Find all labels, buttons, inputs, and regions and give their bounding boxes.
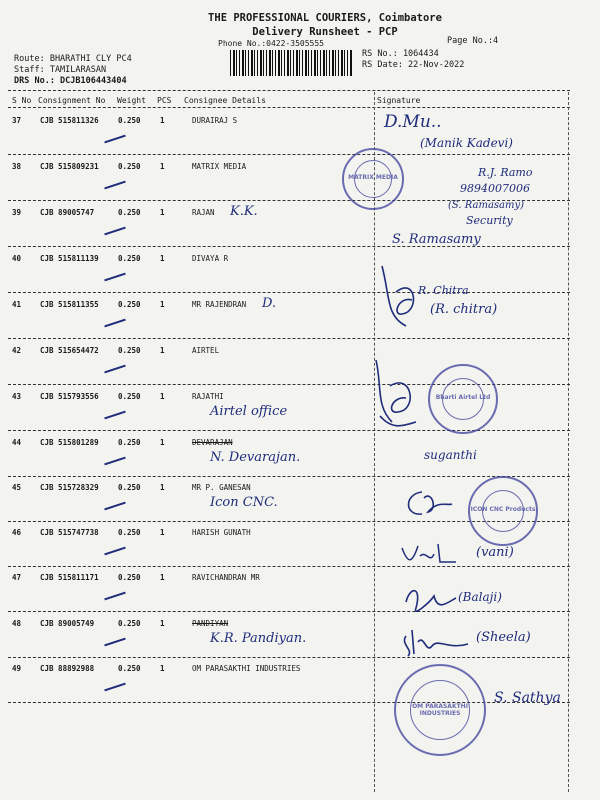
row-consignee: RAJATHI [192,392,224,401]
row-pcs: 1 [160,528,165,537]
row-weight: 0.250 [118,664,141,673]
signature-37-scrawl: D.Mu.. [384,112,442,132]
row-tick-mark [104,411,126,420]
signature-46-scribble [400,540,480,570]
row-sno: 48 [12,619,22,628]
col-pcs: PCS [157,96,172,105]
row-weight: 0.250 [118,254,141,263]
col-consignment: Consignment No [38,96,106,105]
row-tick-mark [104,502,126,511]
signature-42-43-scribble [372,356,432,436]
row-handwritten-note: N. Devarajan. [210,450,301,465]
col-consignee: Consignee Details [184,96,266,105]
row-pcs: 1 [160,438,165,447]
signature-38-phone: 9894007006 [460,182,530,195]
row-handwritten-note: K.R. Pandiyan. [210,631,307,646]
signature-41-scrawl: R. Chitra [418,284,469,297]
row-separator [8,476,570,477]
row-consignment-no: CJB 88892988 [40,664,95,673]
row-tick-mark [104,365,126,374]
row-tick-mark [104,319,126,328]
row-consignment-no: CJB 515747738 [40,528,99,537]
row-sno: 42 [12,346,22,355]
row-weight: 0.250 [118,392,141,401]
row-consignment-no: CJB 515728329 [40,483,99,492]
row-consignee: DURAIRAJ S [192,116,238,125]
row-pcs: 1 [160,116,165,125]
row-consignee: DEVARAJAN [192,438,233,447]
row-sno: 44 [12,438,22,447]
row-tick-mark [104,592,126,601]
airtel-stamp: Bharti Airtel Ltd [428,364,498,434]
row-weight: 0.250 [118,483,141,492]
row-sno: 47 [12,573,22,582]
row-sno: 49 [12,664,22,673]
staff: Staff: TAMILARASAN [14,65,107,75]
row-sno: 40 [12,254,22,263]
row-weight: 0.250 [118,300,141,309]
signature-40-41-scribble [376,256,436,336]
header-rule-bottom [8,107,570,108]
row-weight: 0.250 [118,208,141,217]
signature-49: S. Sathya [494,690,561,706]
row-tick-mark [104,227,126,236]
row-consignee: PANDIYAN [192,619,229,628]
row-consignee: RAVICHANDRAN MR [192,573,260,582]
row-consignee: AIRTEL [192,346,220,355]
row-pcs: 1 [160,162,165,171]
row-sno: 39 [12,208,22,217]
signature-45-scribble [398,486,458,526]
rs-number: RS No.: 1064434 [362,49,439,59]
matrix-media-stamp: MATRIX MEDIA [342,148,404,210]
row-consignment-no: CJB 515793556 [40,392,99,401]
row-pcs: 1 [160,346,165,355]
row-separator [8,292,570,293]
row-consignment-no: CJB 515811326 [40,116,99,125]
company-title: THE PROFESSIONAL COURIERS, Coimbatore [208,12,442,24]
runsheet-subtitle: Delivery Runsheet - PCP [252,26,398,38]
row-separator [8,566,570,567]
row-separator [8,430,570,431]
signature-39-name: (S. Ramasamy) [448,200,525,211]
row-pcs: 1 [160,300,165,309]
row-pcs: 1 [160,208,165,217]
signature-47: (Balaji) [458,590,502,604]
signature-39-role: Security [466,214,513,227]
row-separator [8,246,570,247]
route: Route: BHARATHI CLY PC4 [14,54,132,64]
row-sno: 37 [12,116,22,125]
row-consignee: RAJAN [192,208,215,217]
row-consignee: MR P. GANESAN [192,483,251,492]
row-consignment-no: CJB 515811171 [40,573,99,582]
om-parasakthi-stamp: OM PARASAKTHI INDUSTRIES [394,664,486,756]
row-consignment-no: CJB 515811355 [40,300,99,309]
col-weight: Weight [117,96,146,105]
page-number: Page No.:4 [447,36,499,46]
row-weight: 0.250 [118,573,141,582]
signature-46: (vani) [476,545,514,560]
row-separator [8,657,570,658]
row-handwritten-note: Icon CNC. [210,495,278,510]
row-consignment-no: CJB 515811139 [40,254,99,263]
row-handwritten-note: Airtel office [210,404,288,419]
row-consignee: DIVAYA R [192,254,229,263]
right-border [568,92,569,792]
signature-48-scribble [398,624,478,660]
row-pcs: 1 [160,254,165,263]
row-pcs: 1 [160,483,165,492]
row-sno: 45 [12,483,22,492]
row-sno: 41 [12,300,22,309]
row-separator [8,154,570,155]
row-sno: 38 [12,162,22,171]
row-tick-mark [104,135,126,144]
row-tick-mark [104,547,126,556]
row-weight: 0.250 [118,162,141,171]
signature-38-name: R.J. Ramo [478,166,533,179]
signature-37: (Manik Kadevi) [420,136,513,150]
row-separator [8,702,570,703]
signature-39: S. Ramasamy [392,232,481,247]
row-consignment-no: CJB 515654472 [40,346,99,355]
row-handwritten-note: K.K. [230,204,258,219]
row-tick-mark [104,273,126,282]
header-rule-top [8,90,570,91]
row-consignment-no: CJB 515801289 [40,438,99,447]
row-pcs: 1 [160,392,165,401]
row-tick-mark [104,638,126,647]
phone-number: Phone No.:0422-3505555 [218,39,324,48]
row-weight: 0.250 [118,438,141,447]
row-consignment-no: CJB 89005747 [40,208,95,217]
row-tick-mark [104,181,126,190]
row-pcs: 1 [160,664,165,673]
rs-date: RS Date: 22-Nov-2022 [362,60,465,70]
row-weight: 0.250 [118,619,141,628]
row-sno: 46 [12,528,22,537]
row-consignee: MR RAJENDRAN [192,300,247,309]
row-pcs: 1 [160,573,165,582]
col-signature: Signature [377,96,421,105]
row-tick-mark [104,457,126,466]
col-sno: S No [12,96,32,105]
row-pcs: 1 [160,619,165,628]
row-weight: 0.250 [118,116,141,125]
signature-44: suganthi [424,448,477,462]
row-handwritten-note: D. [262,296,277,311]
barcode [230,50,352,76]
row-consignee: MATRIX MEDIA [192,162,247,171]
signature-48: (Sheela) [476,630,531,645]
signature-47-scribble [400,582,460,622]
row-consignee: HARISH GUNATH [192,528,251,537]
row-weight: 0.250 [118,346,141,355]
row-consignee: OM PARASAKTHI INDUSTRIES [192,664,301,673]
row-tick-mark [104,683,126,692]
row-consignment-no: CJB 515809231 [40,162,99,171]
row-weight: 0.250 [118,528,141,537]
icon-cnc-stamp: ICON CNC Products [468,476,538,546]
drs-number: DRS No.: DCJB106443404 [14,76,127,86]
row-separator [8,338,570,339]
row-consignment-no: CJB 89005749 [40,619,95,628]
row-sno: 43 [12,392,22,401]
row-separator [8,611,570,612]
signature-41: (R. chitra) [430,302,498,317]
